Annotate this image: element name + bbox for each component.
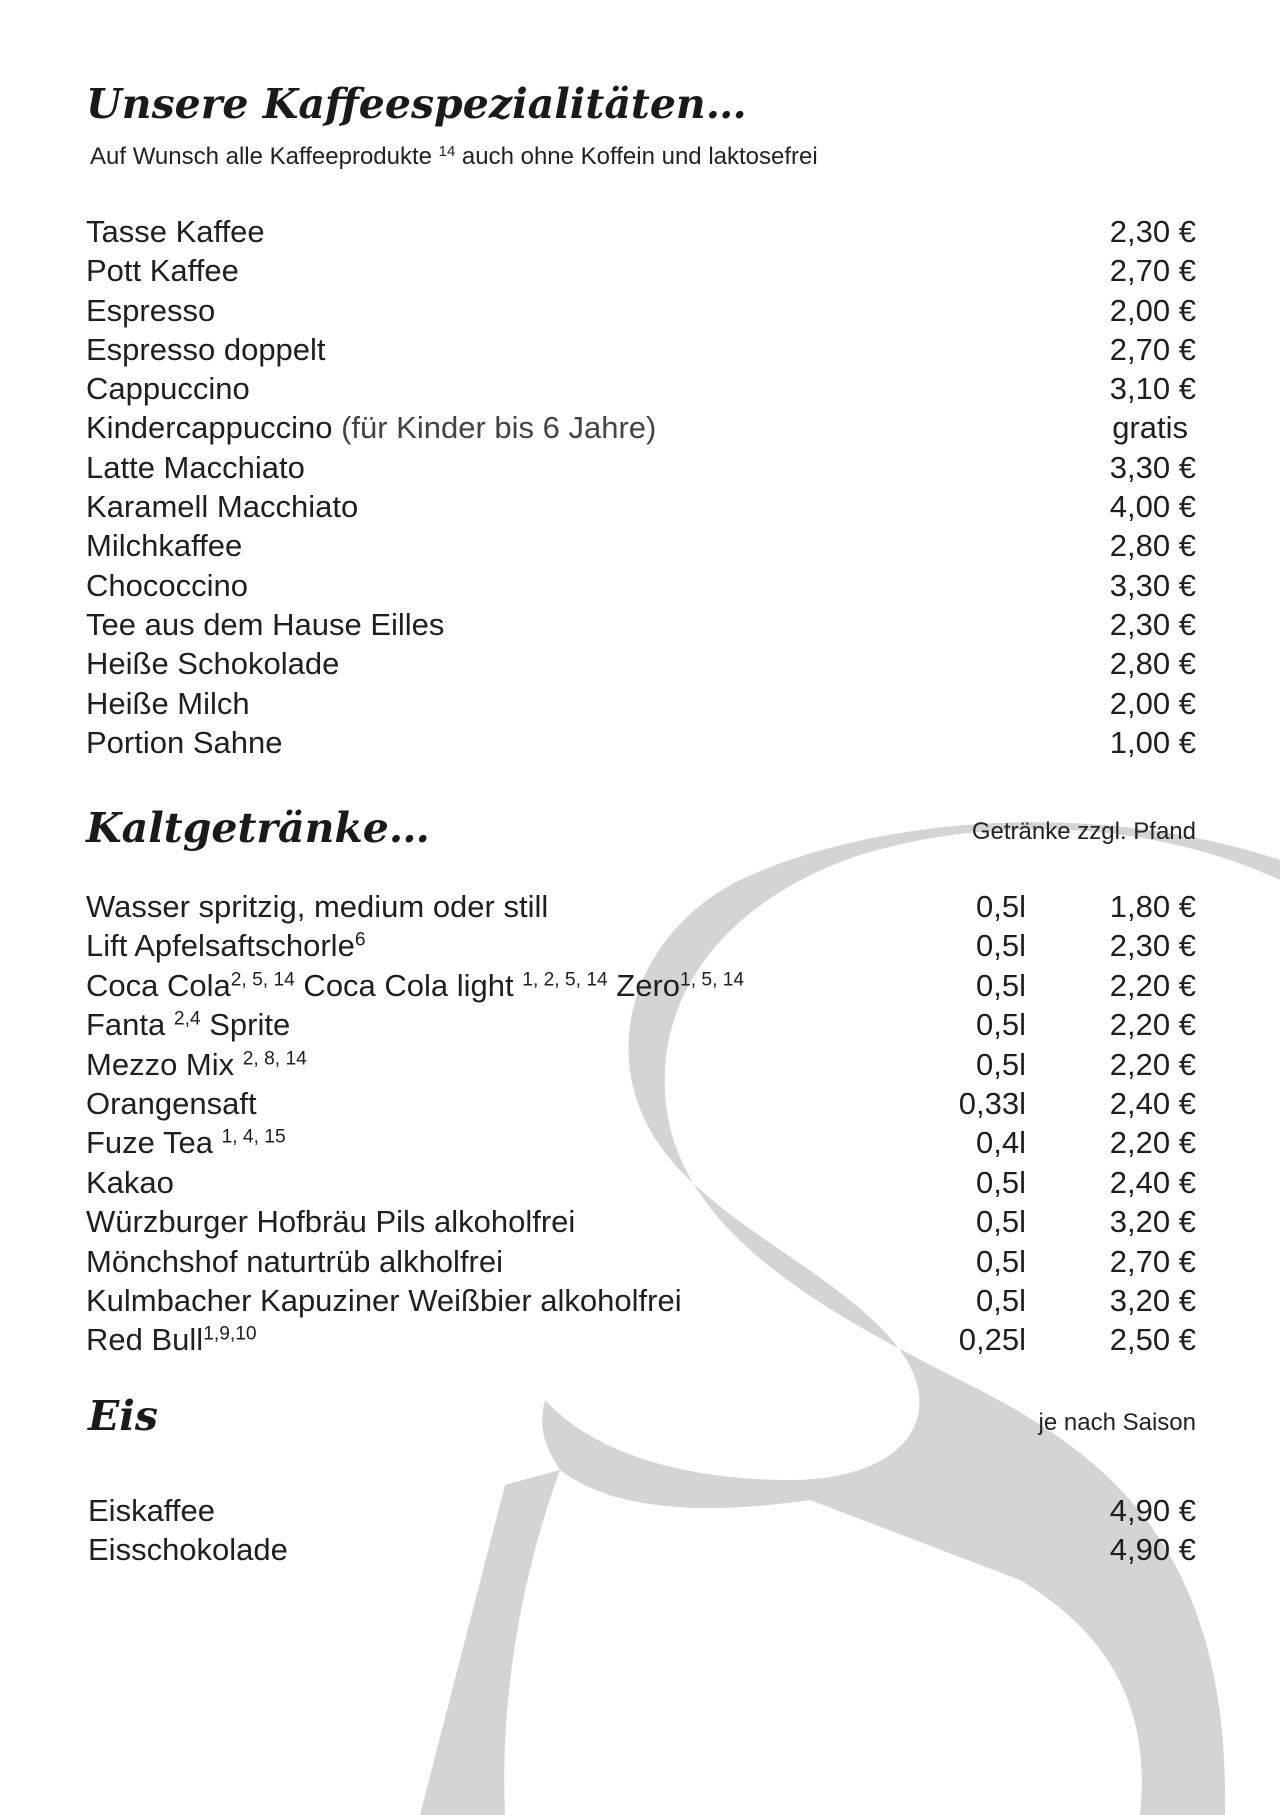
list-item: Red Bull$^{1,9,10}$ 0,25l 2,50 € [86,1322,1196,1358]
list-item: Lift Apfelsaftschorle$^6$ 0,5l 2,30 € [86,928,1196,964]
ice-section-title: Eis [88,1392,158,1440]
list-item: Pott Kaffee 2,70 € [86,253,1196,289]
list-item: Milchkaffee 2,80 € [86,528,1196,564]
list-item: Kulmbacher Kapuziner Weißbier alkoholfrei 0,5l 3,20 € [86,1282,1196,1318]
list-item: Coca Cola$^{2, 5, 14}$ Coca Cola light $^{1, 2, 5, 14}$ Zero$^{1, 5, 14}$ 0,5l 2,20 € [86,967,1196,1003]
list-item: Heiße Schokolade 2,80 € [86,646,1196,682]
ice-list [88,1491,1196,1570]
cold-drinks-deposit-note: Getränke zzgl. Pfand [971,818,1196,845]
list-item: Eisschokolade 4,90 € [88,1532,1196,1568]
list-item: Orangensaft 0,33l 2,40 € [86,1085,1196,1121]
coffee-section-note: Auf Wunsch alle Kaffeeprodukte $^{14}$ auch ohne Koffein und laktosefrei [90,143,818,170]
list-item: Tasse Kaffee 2,30 € [86,214,1196,249]
list-item: Eiskaffee 4,90 € [88,1493,1196,1528]
list-item: Espresso 2,00 € [86,292,1196,328]
list-item: Cappuccino 3,10 € [86,371,1196,407]
list-item: Fuze Tea $^{1, 4, 15}$ 0,4l 2,20 € [86,1125,1196,1161]
list-item: Karamell Macchiato 4,00 € [86,489,1196,525]
coffee-list [86,212,1196,762]
coffee-section-title: Unsere Kaffeespezialitäten… [86,80,747,128]
list-item: Espresso doppelt 2,70 € [86,331,1196,367]
list-item: Wasser spritzig, medium oder still 0,5l 1,80 € [86,889,1196,924]
list-item: Kindercappuccino (für Kinder bis 6 Jahre) gratis [86,410,1188,446]
list-item: Latte Macchiato 3,30 € [86,449,1196,485]
list-item: Portion Sahne 1,00 € [86,724,1196,760]
list-item: Mezzo Mix $^{2, 8, 14}$ 0,5l 2,20 € [86,1046,1196,1082]
list-item: Fanta $^{2,4}$ Sprite 0,5l 2,20 € [86,1007,1196,1043]
list-item: Mönchshof naturtrüb alkholfrei 0,5l 2,70 € [86,1243,1196,1279]
list-item: Chococcino 3,30 € [86,567,1196,603]
cold-drinks-section-title: Kaltgetränke… [86,804,430,852]
list-item: Kakao 0,5l 2,40 € [86,1164,1196,1200]
list-item: Heiße Milch 2,00 € [86,685,1196,721]
cold-drinks-list [86,887,1196,1360]
list-item: Tee aus dem Hause Eilles 2,30 € [86,606,1196,642]
list-item: Würzburger Hofbräu Pils alkoholfrei 0,5l 3,20 € [86,1204,1196,1240]
ice-season-note: je nach Saison [1038,1409,1196,1436]
